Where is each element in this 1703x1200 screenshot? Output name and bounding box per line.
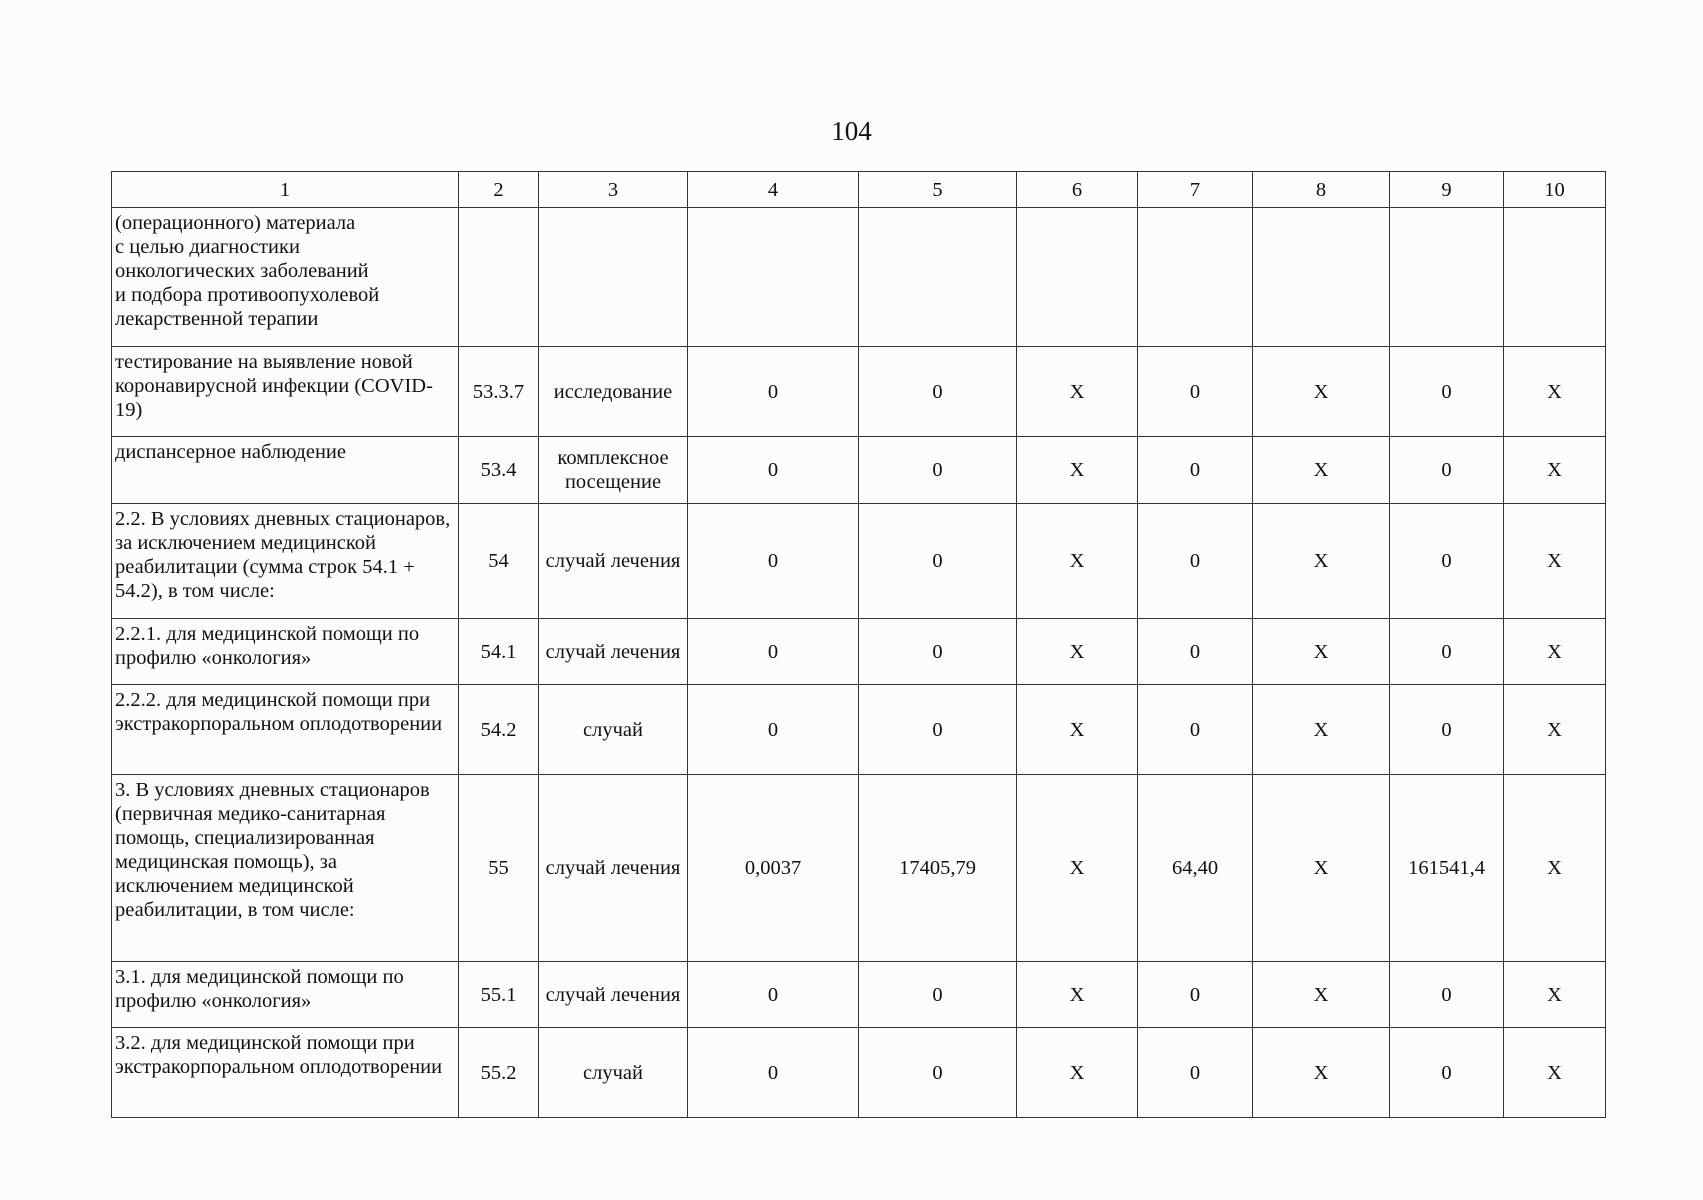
table-row: [112, 504, 1606, 619]
table-cell: 0: [859, 619, 1017, 685]
table-cell: 0: [688, 347, 859, 437]
table-cell: X: [1253, 1028, 1390, 1118]
table-cell: [1138, 208, 1253, 347]
table-row: [112, 685, 1606, 775]
table-row: [112, 437, 1606, 504]
table-cell: 0: [688, 962, 859, 1028]
table-cell: 64,40: [1138, 775, 1253, 962]
table-cell: [1390, 208, 1504, 347]
row-label: 2.2. В условиях дневных стационаров, за исключением медицинской реабилитации (сумма строк 54.1 + 54.2), в том числе:: [112, 504, 459, 619]
column-header: 4: [688, 172, 859, 208]
table-row: [112, 347, 1606, 437]
table-row: [112, 619, 1606, 685]
table-row: [112, 208, 1606, 347]
table-cell: 0: [1138, 347, 1253, 437]
table-cell: [1504, 208, 1606, 347]
data-table: [111, 171, 1606, 1118]
table-cell: 0: [1138, 962, 1253, 1028]
column-header: 5: [859, 172, 1017, 208]
table-cell: 0: [1138, 504, 1253, 619]
column-header: 10: [1504, 172, 1606, 208]
table-cell: исследование: [539, 347, 688, 437]
table-cell: 0: [1390, 962, 1504, 1028]
table-row: [112, 775, 1606, 962]
table-cell: 0: [688, 1028, 859, 1118]
table-cell: 0: [1138, 1028, 1253, 1118]
table-cell: 0: [1390, 504, 1504, 619]
table-cell: 54: [459, 504, 539, 619]
table-cell: X: [1504, 619, 1606, 685]
table-cell: [539, 208, 688, 347]
table-cell: 17405,79: [859, 775, 1017, 962]
column-header: 9: [1390, 172, 1504, 208]
table-cell: X: [1253, 504, 1390, 619]
table-cell: случай лечения: [539, 775, 688, 962]
table-cell: X: [1253, 685, 1390, 775]
table-cell: 55.1: [459, 962, 539, 1028]
table-cell: 0: [859, 347, 1017, 437]
table-cell: X: [1253, 962, 1390, 1028]
table-cell: 55: [459, 775, 539, 962]
row-label: тестирование на выявление новой коронавирусной инфекции (COVID-19): [112, 347, 459, 437]
table-cell: X: [1017, 504, 1138, 619]
row-label: диспансерное наблюдение: [112, 437, 459, 504]
table-cell: случай лечения: [539, 619, 688, 685]
table-cell: 0: [688, 685, 859, 775]
row-label: 2.2.2. для медицинской помощи при экстракорпоральном оплодотворении: [112, 685, 459, 775]
column-header: 8: [1253, 172, 1390, 208]
table-cell: случай: [539, 685, 688, 775]
table-cell: [859, 208, 1017, 347]
table-cell: X: [1017, 619, 1138, 685]
table-cell: комплексное посещение: [539, 437, 688, 504]
page-number: 104: [831, 116, 872, 146]
table-cell: X: [1017, 962, 1138, 1028]
table-cell: 0: [1138, 619, 1253, 685]
table-cell: 161541,4: [1390, 775, 1504, 962]
table-cell: [459, 208, 539, 347]
table-cell: X: [1504, 504, 1606, 619]
table-cell: X: [1253, 619, 1390, 685]
table-cell: 0: [1138, 685, 1253, 775]
table-cell: X: [1504, 347, 1606, 437]
table-cell: X: [1017, 437, 1138, 504]
table-cell: [688, 208, 859, 347]
table-cell: 0: [859, 685, 1017, 775]
table-cell: 0: [859, 1028, 1017, 1118]
row-label: 3.1. для медицинской помощи по профилю «онкология»: [112, 962, 459, 1028]
table-cell: случай лечения: [539, 504, 688, 619]
column-header: 7: [1138, 172, 1253, 208]
column-header: 3: [539, 172, 688, 208]
row-label: (операционного) материала с целью диагностики онкологических заболеваний и подбора противоопухолевой лекарственной терапии: [112, 208, 459, 347]
table-cell: 54.1: [459, 619, 539, 685]
table-cell: X: [1253, 775, 1390, 962]
table-cell: X: [1253, 347, 1390, 437]
header-row: [112, 172, 1606, 208]
table-cell: X: [1017, 685, 1138, 775]
column-header: 1: [112, 172, 459, 208]
table-cell: 53.3.7: [459, 347, 539, 437]
table-cell: 0: [859, 437, 1017, 504]
table-cell: X: [1253, 437, 1390, 504]
table-cell: X: [1504, 962, 1606, 1028]
table-cell: X: [1504, 775, 1606, 962]
table-cell: 55.2: [459, 1028, 539, 1118]
table-cell: [1253, 208, 1390, 347]
row-label: 2.2.1. для медицинской помощи по профилю «онкология»: [112, 619, 459, 685]
table-cell: X: [1017, 347, 1138, 437]
table-cell: X: [1504, 685, 1606, 775]
table-cell: X: [1017, 775, 1138, 962]
table-cell: 54.2: [459, 685, 539, 775]
table-cell: 0: [1390, 437, 1504, 504]
row-label: 3. В условиях дневных стационаров (первичная медико-санитарная помощь, специализированная медицинская помощь), за исключением медицинской реабилитации, в том числе:: [112, 775, 459, 962]
table-cell: 0: [1390, 619, 1504, 685]
table-cell: 0: [688, 619, 859, 685]
table-cell: 0,0037: [688, 775, 859, 962]
column-header: 6: [1017, 172, 1138, 208]
table-cell: случай: [539, 1028, 688, 1118]
table-cell: 0: [1390, 347, 1504, 437]
table-cell: 0: [1138, 437, 1253, 504]
table-cell: 0: [859, 504, 1017, 619]
table-cell: 0: [859, 962, 1017, 1028]
table-cell: X: [1504, 1028, 1606, 1118]
table-cell: 0: [1390, 685, 1504, 775]
table-cell: X: [1017, 1028, 1138, 1118]
table-cell: случай лечения: [539, 962, 688, 1028]
table-row: [112, 962, 1606, 1028]
table-cell: 53.4: [459, 437, 539, 504]
table-cell: 0: [688, 437, 859, 504]
table-cell: 0: [688, 504, 859, 619]
column-header: 2: [459, 172, 539, 208]
table-row: [112, 1028, 1606, 1118]
table-cell: X: [1504, 437, 1606, 504]
table-cell: 0: [1390, 1028, 1504, 1118]
table-cell: [1017, 208, 1138, 347]
row-label: 3.2. для медицинской помощи при экстракорпоральном оплодотворении: [112, 1028, 459, 1118]
